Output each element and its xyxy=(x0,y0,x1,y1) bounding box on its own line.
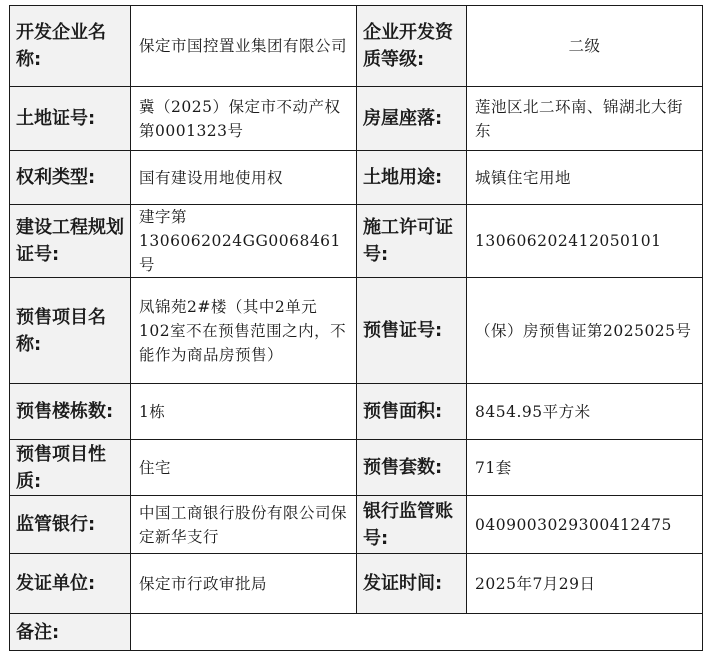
row-right-type xyxy=(10,151,703,205)
qualification-level-label: 企业开发资质等级: xyxy=(357,6,467,87)
building-count-value: 1栋 xyxy=(131,384,357,440)
supervising-bank-label: 监管银行: xyxy=(10,496,131,554)
row-planning-permit xyxy=(10,205,703,278)
row-buildings xyxy=(10,384,703,440)
presale-project-name-value: 凤锦苑2#楼（其中2单元102室不在预售范围之内，不能作为商品房预售） xyxy=(131,278,357,384)
construction-permit-value: 130606202412050101 xyxy=(467,205,703,278)
row-issuer xyxy=(10,554,703,614)
presale-area-label: 预售面积: xyxy=(357,384,467,440)
building-count-label: 预售楼栋数: xyxy=(10,384,131,440)
land-use-label: 土地用途: xyxy=(357,151,467,205)
row-presale-project xyxy=(10,278,703,384)
issuer-label: 发证单位: xyxy=(10,554,131,614)
unit-count-value: 71套 xyxy=(467,440,703,496)
location-value: 莲池区北二环南、锦湖北大街东 xyxy=(467,87,703,151)
row-land-certificate xyxy=(10,87,703,151)
row-nature xyxy=(10,440,703,496)
bank-account-value: 0409003029300412475 xyxy=(467,496,703,554)
presale-certificate-table xyxy=(9,5,703,651)
qualification-level-value: 二级 xyxy=(467,6,703,87)
project-nature-value: 住宅 xyxy=(131,440,357,496)
planning-permit-value: 建字第1306062024GG0068461号 xyxy=(131,205,357,278)
land-certificate-value: 冀（2025）保定市不动产权第0001323号 xyxy=(131,87,357,151)
presale-cert-no-label: 预售证号: xyxy=(357,278,467,384)
issue-date-value: 2025年7月29日 xyxy=(467,554,703,614)
land-certificate-label: 土地证号: xyxy=(10,87,131,151)
developer-label: 开发企业名称: xyxy=(10,6,131,87)
issuer-value: 保定市行政审批局 xyxy=(131,554,357,614)
construction-permit-label: 施工许可证号: xyxy=(357,205,467,278)
unit-count-label: 预售套数: xyxy=(357,440,467,496)
presale-area-value: 8454.95平方米 xyxy=(467,384,703,440)
planning-permit-label: 建设工程规划证号: xyxy=(10,205,131,278)
remarks-value xyxy=(131,614,703,651)
issue-date-label: 发证时间: xyxy=(357,554,467,614)
presale-cert-no-value: （保）房预售证第2025025号 xyxy=(467,278,703,384)
right-type-value: 国有建设用地使用权 xyxy=(131,151,357,205)
land-use-value: 城镇住宅用地 xyxy=(467,151,703,205)
row-bank xyxy=(10,496,703,554)
presale-project-name-label: 预售项目名称: xyxy=(10,278,131,384)
bank-account-label: 银行监管账号: xyxy=(357,496,467,554)
row-remarks xyxy=(10,614,703,651)
location-label: 房屋座落: xyxy=(357,87,467,151)
row-developer xyxy=(10,6,703,87)
remarks-label: 备注: xyxy=(10,614,131,651)
supervising-bank-value: 中国工商银行股份有限公司保定新华支行 xyxy=(131,496,357,554)
developer-value: 保定市国控置业集团有限公司 xyxy=(131,6,357,87)
right-type-label: 权利类型: xyxy=(10,151,131,205)
project-nature-label: 预售项目性质: xyxy=(10,440,131,496)
